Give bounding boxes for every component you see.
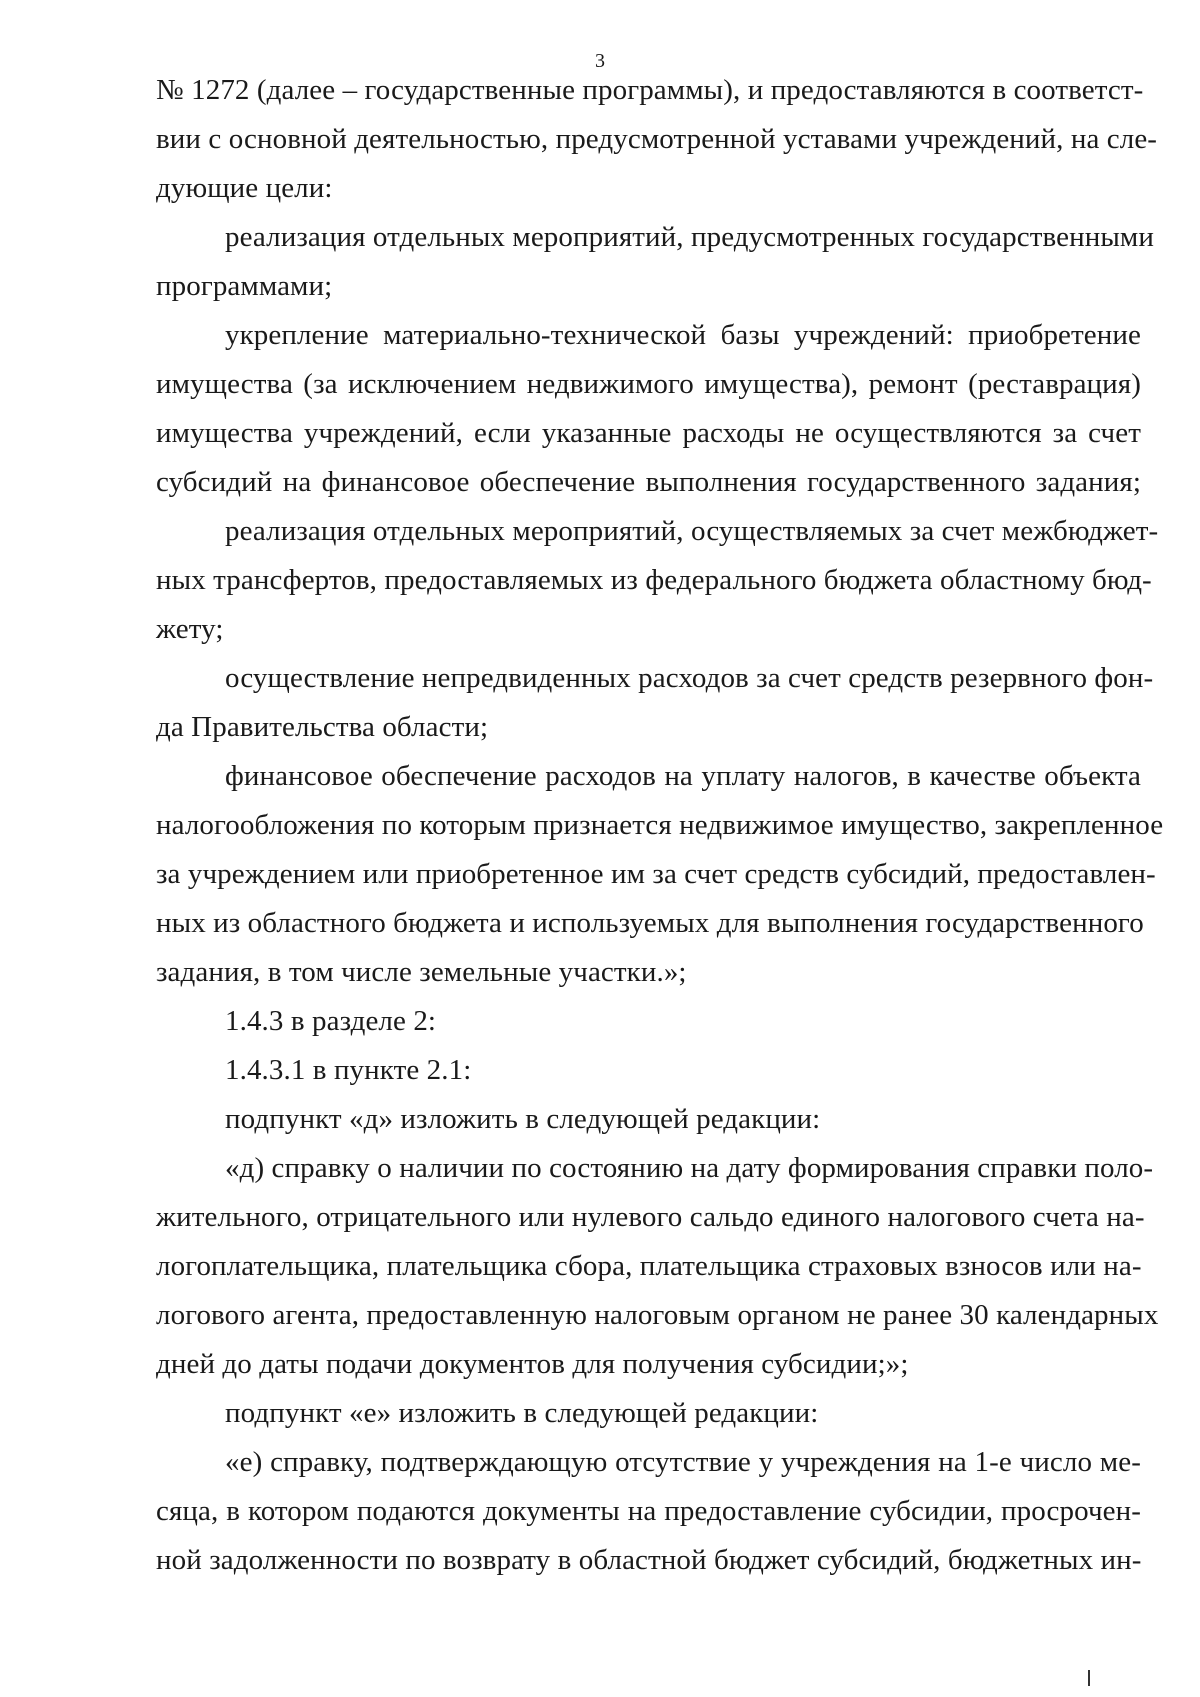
text-line: № 1272 (далее – государственные программы), и предоставляются в соответст- — [156, 74, 1144, 106]
text-line: логоплательщика, плательщика сбора, плательщика страховых взносов или на- — [156, 1250, 1142, 1282]
text-line: сяца, в котором подаются документы на предоставление субсидии, просрочен- — [156, 1495, 1141, 1527]
text-line: задания, в том числе земельные участки.»; — [156, 956, 687, 988]
text-line: программами; — [156, 270, 333, 302]
text-line: за учреждением или приобретенное им за счет средств субсидий, предоставлен- — [156, 858, 1156, 890]
text-line: подпункт «е» изложить в следующей редакции: — [225, 1397, 819, 1429]
text-line: укрепление материально-технической базы учреждений: приобретение — [225, 319, 1141, 351]
text-line: 1.4.3.1 в пункте 2.1: — [225, 1054, 472, 1086]
text-line: да Правительства области; — [156, 711, 489, 743]
text-line: осуществление непредвиденных расходов за счет средств резервного фон- — [225, 662, 1154, 694]
text-line: логового агента, предоставленную налоговым органом не ранее 30 календарных — [156, 1299, 1159, 1331]
text-line: финансовое обеспечение расходов на уплату налогов, в качестве объекта — [225, 760, 1141, 792]
text-line: субсидий на финансовое обеспечение выполнения государственного задания; — [156, 466, 1141, 498]
text-line: реализация отдельных мероприятий, осуществляемых за счет межбюджет- — [225, 515, 1159, 547]
page-number: 3 — [594, 50, 606, 72]
text-line: «д) справку о наличии по состоянию на дату формирования справки поло- — [225, 1152, 1154, 1184]
text-line: дней до даты подачи документов для получения субсидии;»; — [156, 1348, 909, 1380]
text-line: имущества учреждений, если указанные расходы не осуществляются за счет — [156, 417, 1141, 449]
text-line: реализация отдельных мероприятий, предусмотренных государственными — [225, 221, 1154, 253]
text-line: 1.4.3 в разделе 2: — [225, 1005, 437, 1037]
text-line: «е) справку, подтверждающую отсутствие у учреждения на 1-е число ме- — [225, 1446, 1141, 1478]
text-line: вии с основной деятельностью, предусмотренной уставами учреждений, на сле- — [156, 123, 1158, 155]
text-line: жительного, отрицательного или нулевого сальдо единого налогового счета на- — [156, 1201, 1145, 1233]
text-line: дующие цели: — [156, 172, 333, 204]
text-line: жету; — [156, 613, 224, 645]
text-line: ных из областного бюджета и используемых для выполнения государственного — [156, 907, 1144, 939]
text-line: ных трансфертов, предоставляемых из федерального бюджета областному бюд- — [156, 564, 1152, 596]
scan-edge-mark — [1088, 1670, 1090, 1686]
text-line: подпункт «д» изложить в следующей редакции: — [225, 1103, 821, 1135]
text-line: имущества (за исключением недвижимого имущества), ремонт (реставрация) — [156, 368, 1141, 400]
text-line: налогообложения по которым признается недвижимое имущество, закрепленное — [156, 809, 1164, 841]
text-line: ной задолженности по возврату в областной бюджет субсидий, бюджетных ин- — [156, 1544, 1142, 1576]
